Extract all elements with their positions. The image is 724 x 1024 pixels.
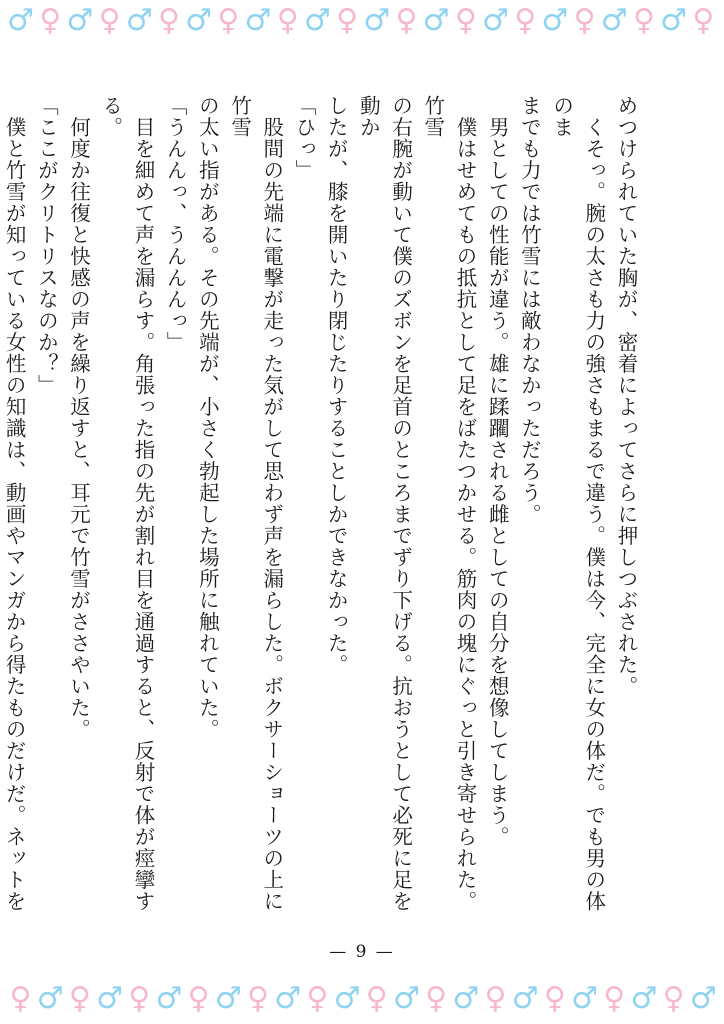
text-line: くそっ。腕の太さも力の強さもまるで違う。僕は今、完全に女の体だ。でも男の体のま: [549, 95, 606, 912]
female-symbol-icon: ♀: [128, 981, 151, 1016]
male-symbol-icon: ♂: [452, 981, 480, 1016]
text-line: の右腕が動いて僕のズボンを足首のところまでずり下げる。抗おうとして必死に足を動か: [356, 95, 413, 912]
male-symbol-icon: ♂: [363, 3, 391, 38]
male-symbol-icon: ♂: [600, 3, 628, 38]
text-line: 「うんんっ、うんんんっ」: [163, 95, 188, 353]
male-symbol-icon: ♂: [660, 3, 688, 38]
female-symbol-icon: ♀: [514, 3, 537, 38]
male-symbol-icon: ♂: [541, 3, 569, 38]
female-symbol-icon: ♀: [217, 3, 240, 38]
female-symbol-icon: ♀: [157, 3, 180, 38]
text-line: 「ひっ」: [291, 95, 316, 181]
text-line: 股間の先端に電撃が走った気がして思わず声を漏らした。ボクサーショーツの上に竹雪: [227, 95, 284, 912]
female-symbol-icon: ♀: [395, 3, 418, 38]
male-symbol-icon: ♂: [155, 981, 183, 1016]
male-symbol-icon: ♂: [214, 981, 242, 1016]
female-symbol-icon: ♀: [573, 3, 596, 38]
text-line: までも力では竹雪には敵わなかっただろう。: [517, 95, 542, 525]
female-symbol-icon: ♀: [39, 3, 62, 38]
text-line: 目を細めて声を漏らす。角張った指の先が割れ目を通過すると、反射で体が痙攣する。: [98, 95, 155, 912]
bottom-border-decoration: [0, 982, 724, 1016]
female-symbol-icon: ♀: [632, 3, 655, 38]
novel-text-block: [2, 95, 642, 925]
male-symbol-icon: ♂: [244, 3, 272, 38]
text-line: 「ここがクリトリスなのか？」: [34, 95, 59, 396]
female-symbol-icon: ♀: [9, 981, 32, 1016]
female-symbol-icon: ♀: [662, 981, 685, 1016]
male-symbol-icon: ♂: [511, 981, 539, 1016]
text-line: 何度か往復と快感の声を繰り返すと、耳元で竹雪がささやいた。: [66, 95, 91, 740]
male-symbol-icon: ♂: [630, 981, 658, 1016]
text-line: めつけられていた胸が、密着によってさらに押しつぶされた。: [614, 95, 638, 697]
female-symbol-icon: ♀: [187, 981, 210, 1016]
male-symbol-icon: ♂: [571, 981, 599, 1016]
male-symbol-icon: ♂: [185, 3, 213, 38]
male-symbol-icon: ♂: [36, 981, 64, 1016]
female-symbol-icon: ♀: [603, 981, 626, 1016]
female-symbol-icon: ♀: [68, 981, 91, 1016]
male-symbol-icon: ♂: [7, 3, 34, 38]
male-symbol-icon: ♂: [333, 981, 361, 1016]
female-symbol-icon: ♀: [484, 981, 507, 1016]
female-symbol-icon: ♀: [276, 3, 299, 38]
female-symbol-icon: ♀: [336, 3, 359, 38]
female-symbol-icon: ♀: [692, 3, 715, 38]
female-symbol-icon: ♀: [247, 981, 269, 1016]
female-symbol-icon: ♀: [365, 981, 388, 1016]
text-line: の太い指がある。その先端が、小さく勃起した場所に触れていた。: [195, 95, 220, 740]
male-symbol-icon: ♂: [482, 3, 509, 38]
male-symbol-icon: ♂: [303, 3, 331, 38]
male-symbol-icon: ♂: [274, 981, 302, 1016]
female-symbol-icon: ♀: [98, 3, 121, 38]
male-symbol-icon: ♂: [392, 981, 420, 1016]
top-border-decoration: [0, 4, 724, 38]
text-line: 僕と竹雪が知っている女性の知識は、動画やマンガから得たものだけだ。ネットを: [2, 116, 27, 912]
female-symbol-icon: ♀: [306, 981, 329, 1016]
page-number: — 9 —: [329, 942, 395, 962]
female-symbol-icon: ♀: [454, 3, 477, 38]
female-symbol-icon: ♀: [425, 981, 448, 1016]
male-symbol-icon: ♂: [125, 3, 153, 38]
text-line: したが、膝を開いたり閉じたりすることしかできなかった。: [324, 95, 349, 676]
male-symbol-icon: ♂: [96, 981, 124, 1016]
male-symbol-icon: ♂: [66, 3, 94, 38]
male-symbol-icon: ♂: [689, 981, 717, 1016]
female-symbol-icon: ♀: [543, 981, 566, 1016]
text-line: 男としての性能が違う。雄に蹂躙される雌としての自分を想像してしまう。: [485, 95, 510, 848]
male-symbol-icon: ♂: [422, 3, 450, 38]
text-line: 僕はせめてもの抵抗として足をばたつかせる。筋肉の塊にぐっと引き寄せられた。竹雪: [420, 95, 477, 912]
